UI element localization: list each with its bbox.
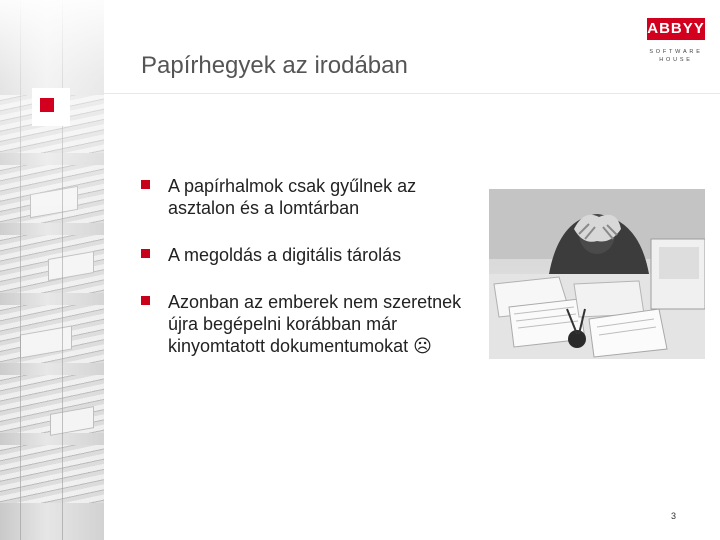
logo-subtitle-line1: SOFTWARE	[649, 49, 703, 55]
bullet-list	[141, 175, 471, 382]
square-bullet-icon	[141, 249, 150, 258]
bullet-text: A megoldás a digitális tárolás	[168, 245, 402, 265]
logo-subtitle-line2: HOUSE	[659, 57, 693, 63]
square-bullet-icon	[141, 296, 150, 305]
photo-illustration	[489, 189, 705, 359]
square-bullet-icon	[141, 180, 150, 189]
bullet-item	[141, 244, 471, 266]
stressed-office-worker-photo	[489, 189, 705, 359]
filing-drawers-image	[0, 0, 104, 540]
corner-marker-icon	[32, 88, 70, 126]
bullet-text: A papírhalmok csak gyűlnek az asztalon és a lomtárban	[168, 176, 417, 218]
bullet-item	[141, 291, 471, 357]
page-number: 3	[671, 511, 677, 521]
bullet-item	[141, 175, 471, 219]
abbyy-logo	[647, 18, 705, 70]
slide-title: Papírhegyek az irodában	[141, 52, 408, 79]
logo-brand: ABBYY	[647, 18, 705, 40]
bullet-text: Azonban az emberek nem szeretnek újra begépelni korábban már kinyomtatott dokumentumokat ☹	[168, 292, 462, 356]
title-divider	[104, 93, 720, 94]
